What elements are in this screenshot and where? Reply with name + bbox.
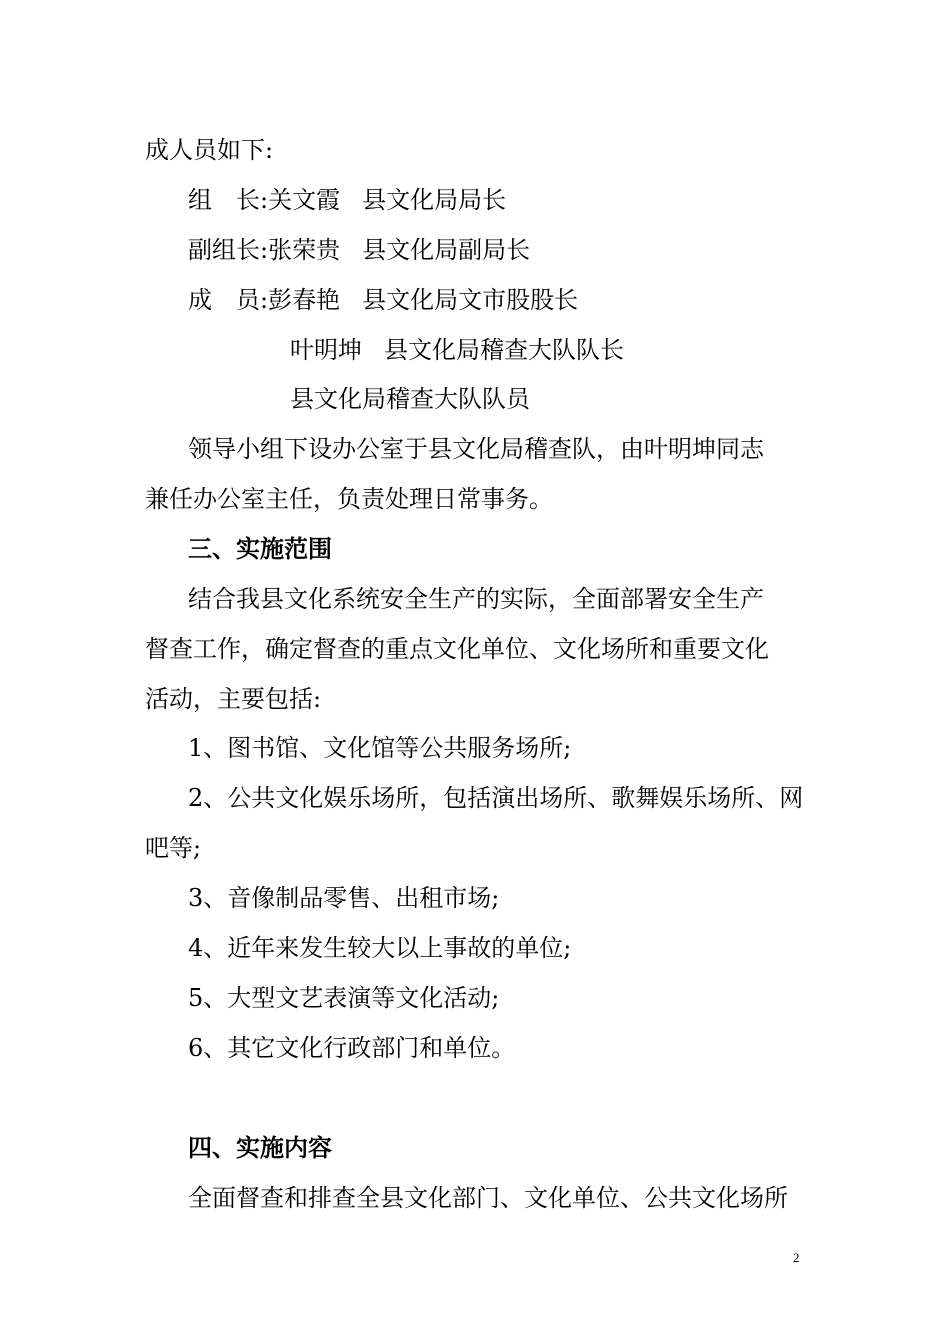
leader-label: 组 长: bbox=[188, 186, 269, 214]
deputy-title: 县文化局副局长 bbox=[362, 236, 531, 264]
deputy-label: 副组长: bbox=[188, 236, 269, 264]
member1-title: 县文化局文市股股长 bbox=[362, 286, 579, 314]
list-item-2-line-2: 吧等; bbox=[145, 834, 202, 862]
list-item-5: 5、大型文艺表演等文化活动; bbox=[188, 984, 500, 1012]
list-item-1: 1、图书馆、文化馆等公共服务场所; bbox=[188, 734, 572, 762]
member-line-3: 县文化局稽查大队队员 bbox=[290, 385, 530, 413]
deputy-name: 张荣贵 bbox=[268, 236, 341, 264]
content-paragraph-line-1: 全面督查和排查全县文化部门、文化单位、公共文化场所 bbox=[188, 1184, 788, 1212]
leader-title: 县文化局局长 bbox=[362, 186, 507, 214]
members-intro-line: 成人员如下: bbox=[145, 136, 274, 164]
scope-paragraph-line-1: 结合我县文化系统安全生产的实际，全面部署安全生产 bbox=[188, 585, 764, 613]
section-3-heading: 三、实施范围 bbox=[188, 535, 332, 563]
deputy-leader-line bbox=[188, 235, 530, 265]
member2-name: 叶明坤 bbox=[290, 336, 362, 364]
member-label: 成 员: bbox=[188, 286, 269, 314]
list-item-3: 3、音像制品零售、出租市场; bbox=[188, 884, 500, 912]
leader-line bbox=[188, 185, 506, 215]
scope-paragraph-line-2: 督查工作，确定督查的重点文化单位、文化场所和重要文化 bbox=[145, 635, 769, 663]
member-line-2 bbox=[290, 335, 624, 365]
member1-name: 彭春艳 bbox=[268, 286, 341, 314]
section-4-heading: 四、实施内容 bbox=[188, 1134, 332, 1162]
list-item-6: 6、其它文化行政部门和单位。 bbox=[188, 1034, 516, 1062]
list-item-4: 4、近年来发生较大以上事故的单位; bbox=[188, 934, 572, 962]
leader-name: 关文霞 bbox=[268, 186, 341, 214]
list-item-2-line-1: 2、公共文化娱乐场所，包括演出场所、歌舞娱乐场所、网 bbox=[188, 784, 804, 812]
scope-paragraph-line-3: 活动，主要包括: bbox=[145, 685, 322, 713]
page-number: 2 bbox=[793, 1250, 800, 1265]
member2-title: 县文化局稽查大队队长 bbox=[384, 336, 624, 364]
member-line-1 bbox=[188, 285, 578, 315]
office-paragraph-line-2: 兼任办公室主任，负责处理日常事务。 bbox=[145, 485, 553, 513]
office-paragraph-line-1: 领导小组下设办公室于县文化局稽查队，由叶明坤同志 bbox=[188, 435, 764, 463]
